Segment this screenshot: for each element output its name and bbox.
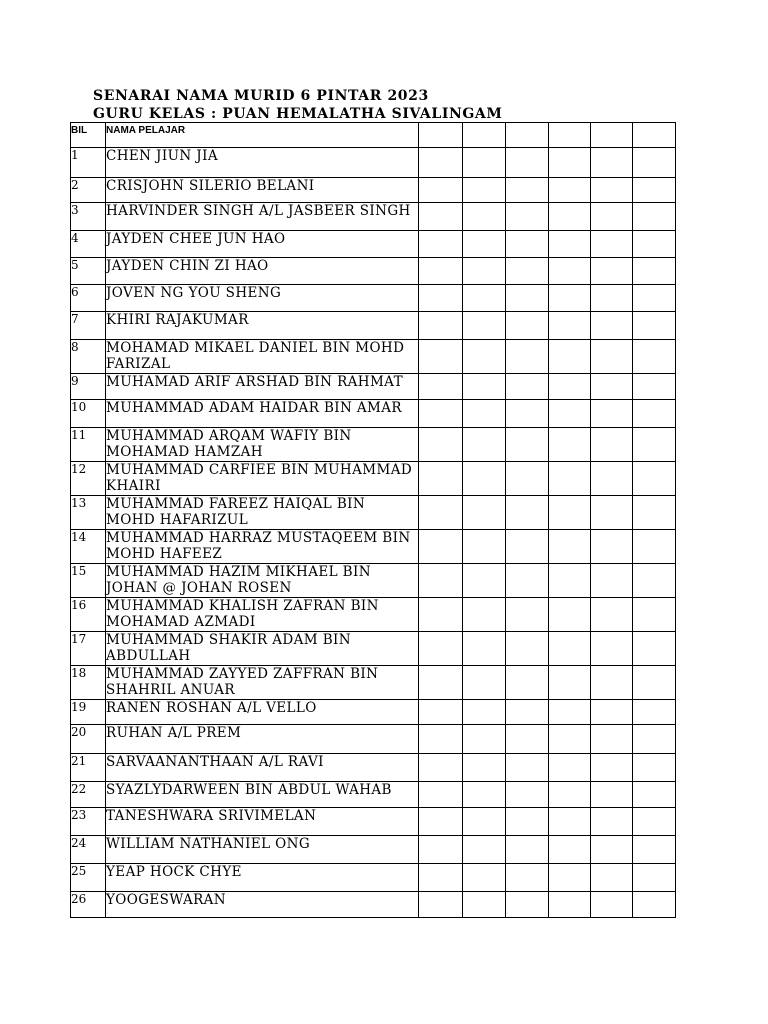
blank-cell: [463, 782, 506, 808]
blank-cell: [419, 632, 463, 666]
blank-cell: [506, 285, 549, 312]
blank-cell: [549, 564, 591, 598]
row-number: 21: [71, 754, 106, 782]
blank-cell: [463, 258, 506, 285]
blank-cell: [549, 178, 591, 203]
student-name: JAYDEN CHEE JUN HAO: [106, 231, 419, 258]
row-number: 8: [71, 340, 106, 374]
blank-cell: [506, 700, 549, 725]
blank-cell: [419, 231, 463, 258]
blank-cell: [633, 808, 676, 836]
row-number: 12: [71, 462, 106, 496]
blank-cell: [633, 231, 676, 258]
student-name: CHEN JIUN JIA: [106, 148, 419, 178]
blank-cell: [591, 564, 633, 598]
blank-cell: [633, 148, 676, 178]
table-row: [71, 666, 676, 700]
blank-cell: [591, 892, 633, 918]
blank-cell: [591, 725, 633, 754]
blank-cell: [591, 754, 633, 782]
blank-cell: [633, 203, 676, 231]
blank-cell: [591, 530, 633, 564]
table-row: [71, 258, 676, 285]
blank-cell: [506, 564, 549, 598]
row-number: 9: [71, 374, 106, 400]
blank-cell: [463, 892, 506, 918]
blank-cell: [463, 203, 506, 231]
blank-column-header: [506, 123, 549, 148]
column-header-name: NAMA PELAJAR: [106, 123, 419, 148]
blank-cell: [549, 836, 591, 864]
blank-cell: [633, 754, 676, 782]
blank-cell: [591, 864, 633, 892]
blank-cell: [419, 864, 463, 892]
blank-cell: [549, 148, 591, 178]
blank-cell: [591, 231, 633, 258]
blank-cell: [549, 428, 591, 462]
student-name: JAYDEN CHIN ZI HAO: [106, 258, 419, 285]
blank-cell: [419, 496, 463, 530]
student-name: HARVINDER SINGH A/L JASBEER SINGH: [106, 203, 419, 231]
blank-cell: [506, 231, 549, 258]
row-number: 17: [71, 632, 106, 666]
blank-cell: [419, 754, 463, 782]
blank-cell: [463, 632, 506, 666]
student-name: MUHAMMAD CARFIEE BIN MUHAMMAD KHAIRI: [106, 462, 419, 496]
blank-cell: [419, 285, 463, 312]
blank-cell: [591, 374, 633, 400]
blank-cell: [419, 148, 463, 178]
blank-cell: [549, 700, 591, 725]
table-row: [71, 808, 676, 836]
student-name: WILLIAM NATHANIEL ONG: [106, 836, 419, 864]
blank-cell: [419, 374, 463, 400]
table-row: [71, 462, 676, 496]
table-row: [71, 285, 676, 312]
blank-cell: [463, 836, 506, 864]
blank-cell: [591, 598, 633, 632]
student-name: CRISJOHN SILERIO BELANI: [106, 178, 419, 203]
blank-cell: [633, 864, 676, 892]
blank-cell: [633, 340, 676, 374]
student-name: MOHAMAD MIKAEL DANIEL BIN MOHD FARIZAL: [106, 340, 419, 374]
table-row: [71, 178, 676, 203]
row-number: 1: [71, 148, 106, 178]
blank-cell: [419, 258, 463, 285]
blank-cell: [633, 666, 676, 700]
student-name: RANEN ROSHAN A/L VELLO: [106, 700, 419, 725]
blank-cell: [549, 400, 591, 428]
row-number: 3: [71, 203, 106, 231]
blank-cell: [419, 782, 463, 808]
blank-cell: [591, 632, 633, 666]
blank-cell: [633, 530, 676, 564]
blank-cell: [463, 700, 506, 725]
table-row: [71, 598, 676, 632]
blank-cell: [633, 598, 676, 632]
row-number: 4: [71, 231, 106, 258]
blank-cell: [419, 400, 463, 428]
student-name: MUHAMMAD FAREEZ HAIQAL BIN MOHD HAFARIZUL: [106, 496, 419, 530]
blank-cell: [419, 428, 463, 462]
blank-cell: [591, 340, 633, 374]
blank-cell: [591, 400, 633, 428]
blank-cell: [463, 148, 506, 178]
row-number: 26: [71, 892, 106, 918]
blank-cell: [549, 725, 591, 754]
blank-cell: [591, 666, 633, 700]
blank-cell: [506, 892, 549, 918]
student-name: YEAP HOCK CHYE: [106, 864, 419, 892]
blank-cell: [419, 178, 463, 203]
blank-cell: [463, 598, 506, 632]
table-row: [71, 203, 676, 231]
table-row: [71, 700, 676, 725]
table-row: [71, 400, 676, 428]
row-number: 18: [71, 666, 106, 700]
blank-cell: [633, 428, 676, 462]
row-number: 6: [71, 285, 106, 312]
blank-cell: [463, 428, 506, 462]
column-header-bil: BIL: [71, 123, 106, 148]
blank-cell: [506, 864, 549, 892]
blank-cell: [506, 148, 549, 178]
blank-cell: [633, 285, 676, 312]
blank-cell: [549, 496, 591, 530]
blank-column-header: [463, 123, 506, 148]
blank-cell: [419, 340, 463, 374]
blank-cell: [591, 496, 633, 530]
blank-cell: [633, 564, 676, 598]
blank-cell: [506, 836, 549, 864]
blank-cell: [549, 312, 591, 340]
blank-cell: [633, 725, 676, 754]
blank-column-header: [549, 123, 591, 148]
blank-cell: [463, 340, 506, 374]
blank-cell: [506, 203, 549, 231]
blank-cell: [591, 782, 633, 808]
blank-cell: [549, 598, 591, 632]
student-name: KHIRI RAJAKUMAR: [106, 312, 419, 340]
blank-cell: [549, 203, 591, 231]
table-row: [71, 231, 676, 258]
blank-cell: [419, 836, 463, 864]
table-row: [71, 530, 676, 564]
blank-cell: [591, 808, 633, 836]
blank-cell: [463, 178, 506, 203]
blank-cell: [419, 666, 463, 700]
blank-cell: [506, 725, 549, 754]
blank-cell: [463, 285, 506, 312]
blank-cell: [633, 782, 676, 808]
blank-cell: [463, 496, 506, 530]
table-row: [71, 148, 676, 178]
blank-cell: [591, 428, 633, 462]
blank-cell: [549, 666, 591, 700]
blank-cell: [549, 864, 591, 892]
row-number: 24: [71, 836, 106, 864]
table-row: [71, 892, 676, 918]
student-name: RUHAN A/L PREM: [106, 725, 419, 754]
row-number: 23: [71, 808, 106, 836]
row-number: 10: [71, 400, 106, 428]
blank-cell: [506, 178, 549, 203]
blank-cell: [549, 285, 591, 312]
blank-cell: [506, 598, 549, 632]
student-name: SYAZLYDARWEEN BIN ABDUL WAHAB: [106, 782, 419, 808]
blank-cell: [506, 462, 549, 496]
blank-cell: [506, 428, 549, 462]
blank-cell: [506, 400, 549, 428]
blank-cell: [419, 530, 463, 564]
row-number: 19: [71, 700, 106, 725]
blank-cell: [506, 782, 549, 808]
table-row: [71, 632, 676, 666]
blank-cell: [549, 374, 591, 400]
blank-cell: [633, 700, 676, 725]
blank-cell: [591, 700, 633, 725]
blank-cell: [591, 178, 633, 203]
blank-cell: [463, 400, 506, 428]
row-number: 7: [71, 312, 106, 340]
blank-cell: [463, 808, 506, 836]
row-number: 11: [71, 428, 106, 462]
blank-cell: [633, 892, 676, 918]
blank-cell: [549, 892, 591, 918]
table-row: [71, 374, 676, 400]
blank-cell: [419, 700, 463, 725]
table-row: [71, 564, 676, 598]
student-name: MUHAMMAD HAZIM MIKHAEL BIN JOHAN @ JOHAN ROSEN: [106, 564, 419, 598]
row-number: 13: [71, 496, 106, 530]
student-name: MUHAMMAD SHAKIR ADAM BIN ABDULLAH: [106, 632, 419, 666]
blank-cell: [419, 725, 463, 754]
blank-cell: [506, 258, 549, 285]
blank-cell: [463, 374, 506, 400]
blank-cell: [549, 231, 591, 258]
row-number: 20: [71, 725, 106, 754]
row-number: 14: [71, 530, 106, 564]
blank-cell: [506, 340, 549, 374]
blank-cell: [506, 312, 549, 340]
row-number: 16: [71, 598, 106, 632]
student-name: JOVEN NG YOU SHENG: [106, 285, 419, 312]
blank-cell: [633, 836, 676, 864]
table-row: [71, 754, 676, 782]
blank-cell: [419, 892, 463, 918]
student-name: MUHAMAD ARIF ARSHAD BIN RAHMAT: [106, 374, 419, 400]
student-name: MUHAMMAD ADAM HAIDAR BIN AMAR: [106, 400, 419, 428]
blank-cell: [591, 836, 633, 864]
table-row: [71, 725, 676, 754]
table-row: [71, 340, 676, 374]
student-name: MUHAMMAD KHALISH ZAFRAN BIN MOHAMAD AZMADI: [106, 598, 419, 632]
student-name: MUHAMMAD HARRAZ MUSTAQEEM BIN MOHD HAFEEZ: [106, 530, 419, 564]
blank-cell: [506, 496, 549, 530]
student-name: SARVAANANTHAAN A/L RAVI: [106, 754, 419, 782]
blank-cell: [506, 632, 549, 666]
blank-cell: [549, 462, 591, 496]
blank-cell: [591, 312, 633, 340]
blank-cell: [549, 782, 591, 808]
blank-cell: [506, 754, 549, 782]
blank-cell: [591, 462, 633, 496]
row-number: 2: [71, 178, 106, 203]
table-row: [71, 836, 676, 864]
blank-cell: [506, 808, 549, 836]
blank-cell: [633, 400, 676, 428]
blank-cell: [463, 754, 506, 782]
blank-column-header: [419, 123, 463, 148]
row-number: 5: [71, 258, 106, 285]
blank-cell: [463, 462, 506, 496]
blank-cell: [463, 312, 506, 340]
blank-cell: [549, 632, 591, 666]
blank-cell: [463, 231, 506, 258]
blank-cell: [549, 754, 591, 782]
blank-cell: [463, 530, 506, 564]
blank-cell: [633, 178, 676, 203]
blank-cell: [633, 632, 676, 666]
blank-cell: [549, 530, 591, 564]
blank-cell: [419, 312, 463, 340]
blank-cell: [549, 808, 591, 836]
blank-cell: [506, 530, 549, 564]
blank-cell: [633, 374, 676, 400]
blank-cell: [633, 258, 676, 285]
blank-cell: [633, 462, 676, 496]
blank-cell: [591, 258, 633, 285]
blank-cell: [506, 666, 549, 700]
blank-cell: [506, 374, 549, 400]
row-number: 22: [71, 782, 106, 808]
row-number: 25: [71, 864, 106, 892]
blank-cell: [419, 808, 463, 836]
blank-cell: [633, 496, 676, 530]
student-name: MUHAMMAD ZAYYED ZAFFRAN BIN SHAHRIL ANUAR: [106, 666, 419, 700]
blank-cell: [463, 564, 506, 598]
table-header-row: [71, 123, 676, 148]
table-row: [71, 864, 676, 892]
table-row: [71, 428, 676, 462]
blank-cell: [419, 462, 463, 496]
blank-cell: [549, 258, 591, 285]
table-row: [71, 496, 676, 530]
blank-column-header: [591, 123, 633, 148]
document-title: SENARAI NAMA MURID 6 PINTAR 2023: [93, 88, 429, 104]
class-teacher-line: GURU KELAS : PUAN HEMALATHA SIVALINGAM: [93, 106, 503, 122]
blank-cell: [419, 564, 463, 598]
blank-cell: [419, 598, 463, 632]
student-name: MUHAMMAD ARQAM WAFIY BIN MOHAMAD HAMZAH: [106, 428, 419, 462]
table-row: [71, 312, 676, 340]
student-name: YOOGESWARAN: [106, 892, 419, 918]
blank-cell: [549, 340, 591, 374]
blank-cell: [463, 864, 506, 892]
blank-cell: [633, 312, 676, 340]
student-name: TANESHWARA SRIVIMELAN: [106, 808, 419, 836]
table-row: [71, 782, 676, 808]
student-roster-table: [70, 122, 676, 918]
blank-column-header: [633, 123, 676, 148]
blank-cell: [591, 148, 633, 178]
row-number: 15: [71, 564, 106, 598]
blank-cell: [463, 666, 506, 700]
blank-cell: [591, 285, 633, 312]
blank-cell: [591, 203, 633, 231]
blank-cell: [419, 203, 463, 231]
blank-cell: [463, 725, 506, 754]
